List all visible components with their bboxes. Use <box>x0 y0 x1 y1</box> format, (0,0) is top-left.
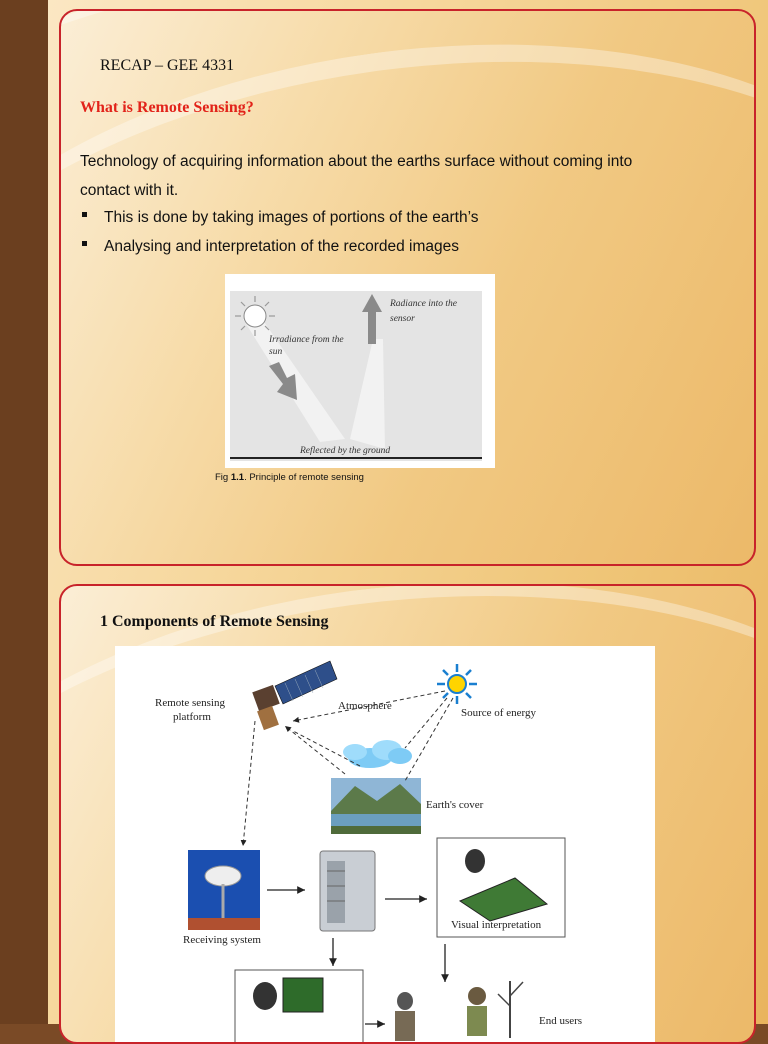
radiance-label: sensor <box>390 314 415 324</box>
server-icon <box>320 851 375 931</box>
person-icon <box>395 992 415 1041</box>
platform-label: platform <box>173 711 211 723</box>
irradiance-label: sun <box>269 347 283 357</box>
left-sidebar-bar <box>0 0 48 1024</box>
sun-icon <box>235 296 275 336</box>
sun-icon <box>437 664 477 704</box>
visual-label: Visual interpretation <box>451 919 542 931</box>
list-item: Analysing and interpretation of the recorded images <box>80 232 479 261</box>
earth-cover-label: Earth's cover <box>426 799 484 811</box>
end-users-label: End users <box>539 1015 583 1027</box>
source-label: Source of energy <box>461 707 536 719</box>
receiving-label: Receiving system <box>183 934 261 946</box>
slide-title: 1 Components of Remote Sensing <box>100 613 329 630</box>
reflected-label: Reflected by the ground <box>300 446 391 456</box>
landscape-photo <box>331 778 421 834</box>
slide-recap <box>59 9 756 566</box>
figure-caption: Fig 1.1. Principle of remote sensing <box>215 472 364 483</box>
slide-title: RECAP – GEE 4331 <box>100 57 235 74</box>
remote-sensing-principle-figure <box>225 274 495 468</box>
satellite-icon <box>252 661 337 730</box>
cloud-icon <box>343 740 412 768</box>
platform-label: Remote sensing <box>155 697 225 709</box>
atmosphere-label: Atmosphere <box>338 700 392 712</box>
slide-components <box>59 584 756 1044</box>
radiance-label: Radiance into the <box>390 299 458 309</box>
definition-paragraph: Technology of acquiring information about the earths surface without coming into contact with it. <box>80 153 633 199</box>
antenna-photo <box>188 850 260 930</box>
components-diagram <box>115 646 655 1044</box>
list-item: This is done by taking images of portions of the earth’s <box>80 203 479 232</box>
end-users-illustration <box>467 981 523 1038</box>
irradiance-label: Irradiance from the <box>269 335 344 345</box>
analyst-box <box>235 970 363 1044</box>
bullet-list <box>80 203 479 261</box>
section-heading: What is Remote Sensing? <box>80 99 254 116</box>
